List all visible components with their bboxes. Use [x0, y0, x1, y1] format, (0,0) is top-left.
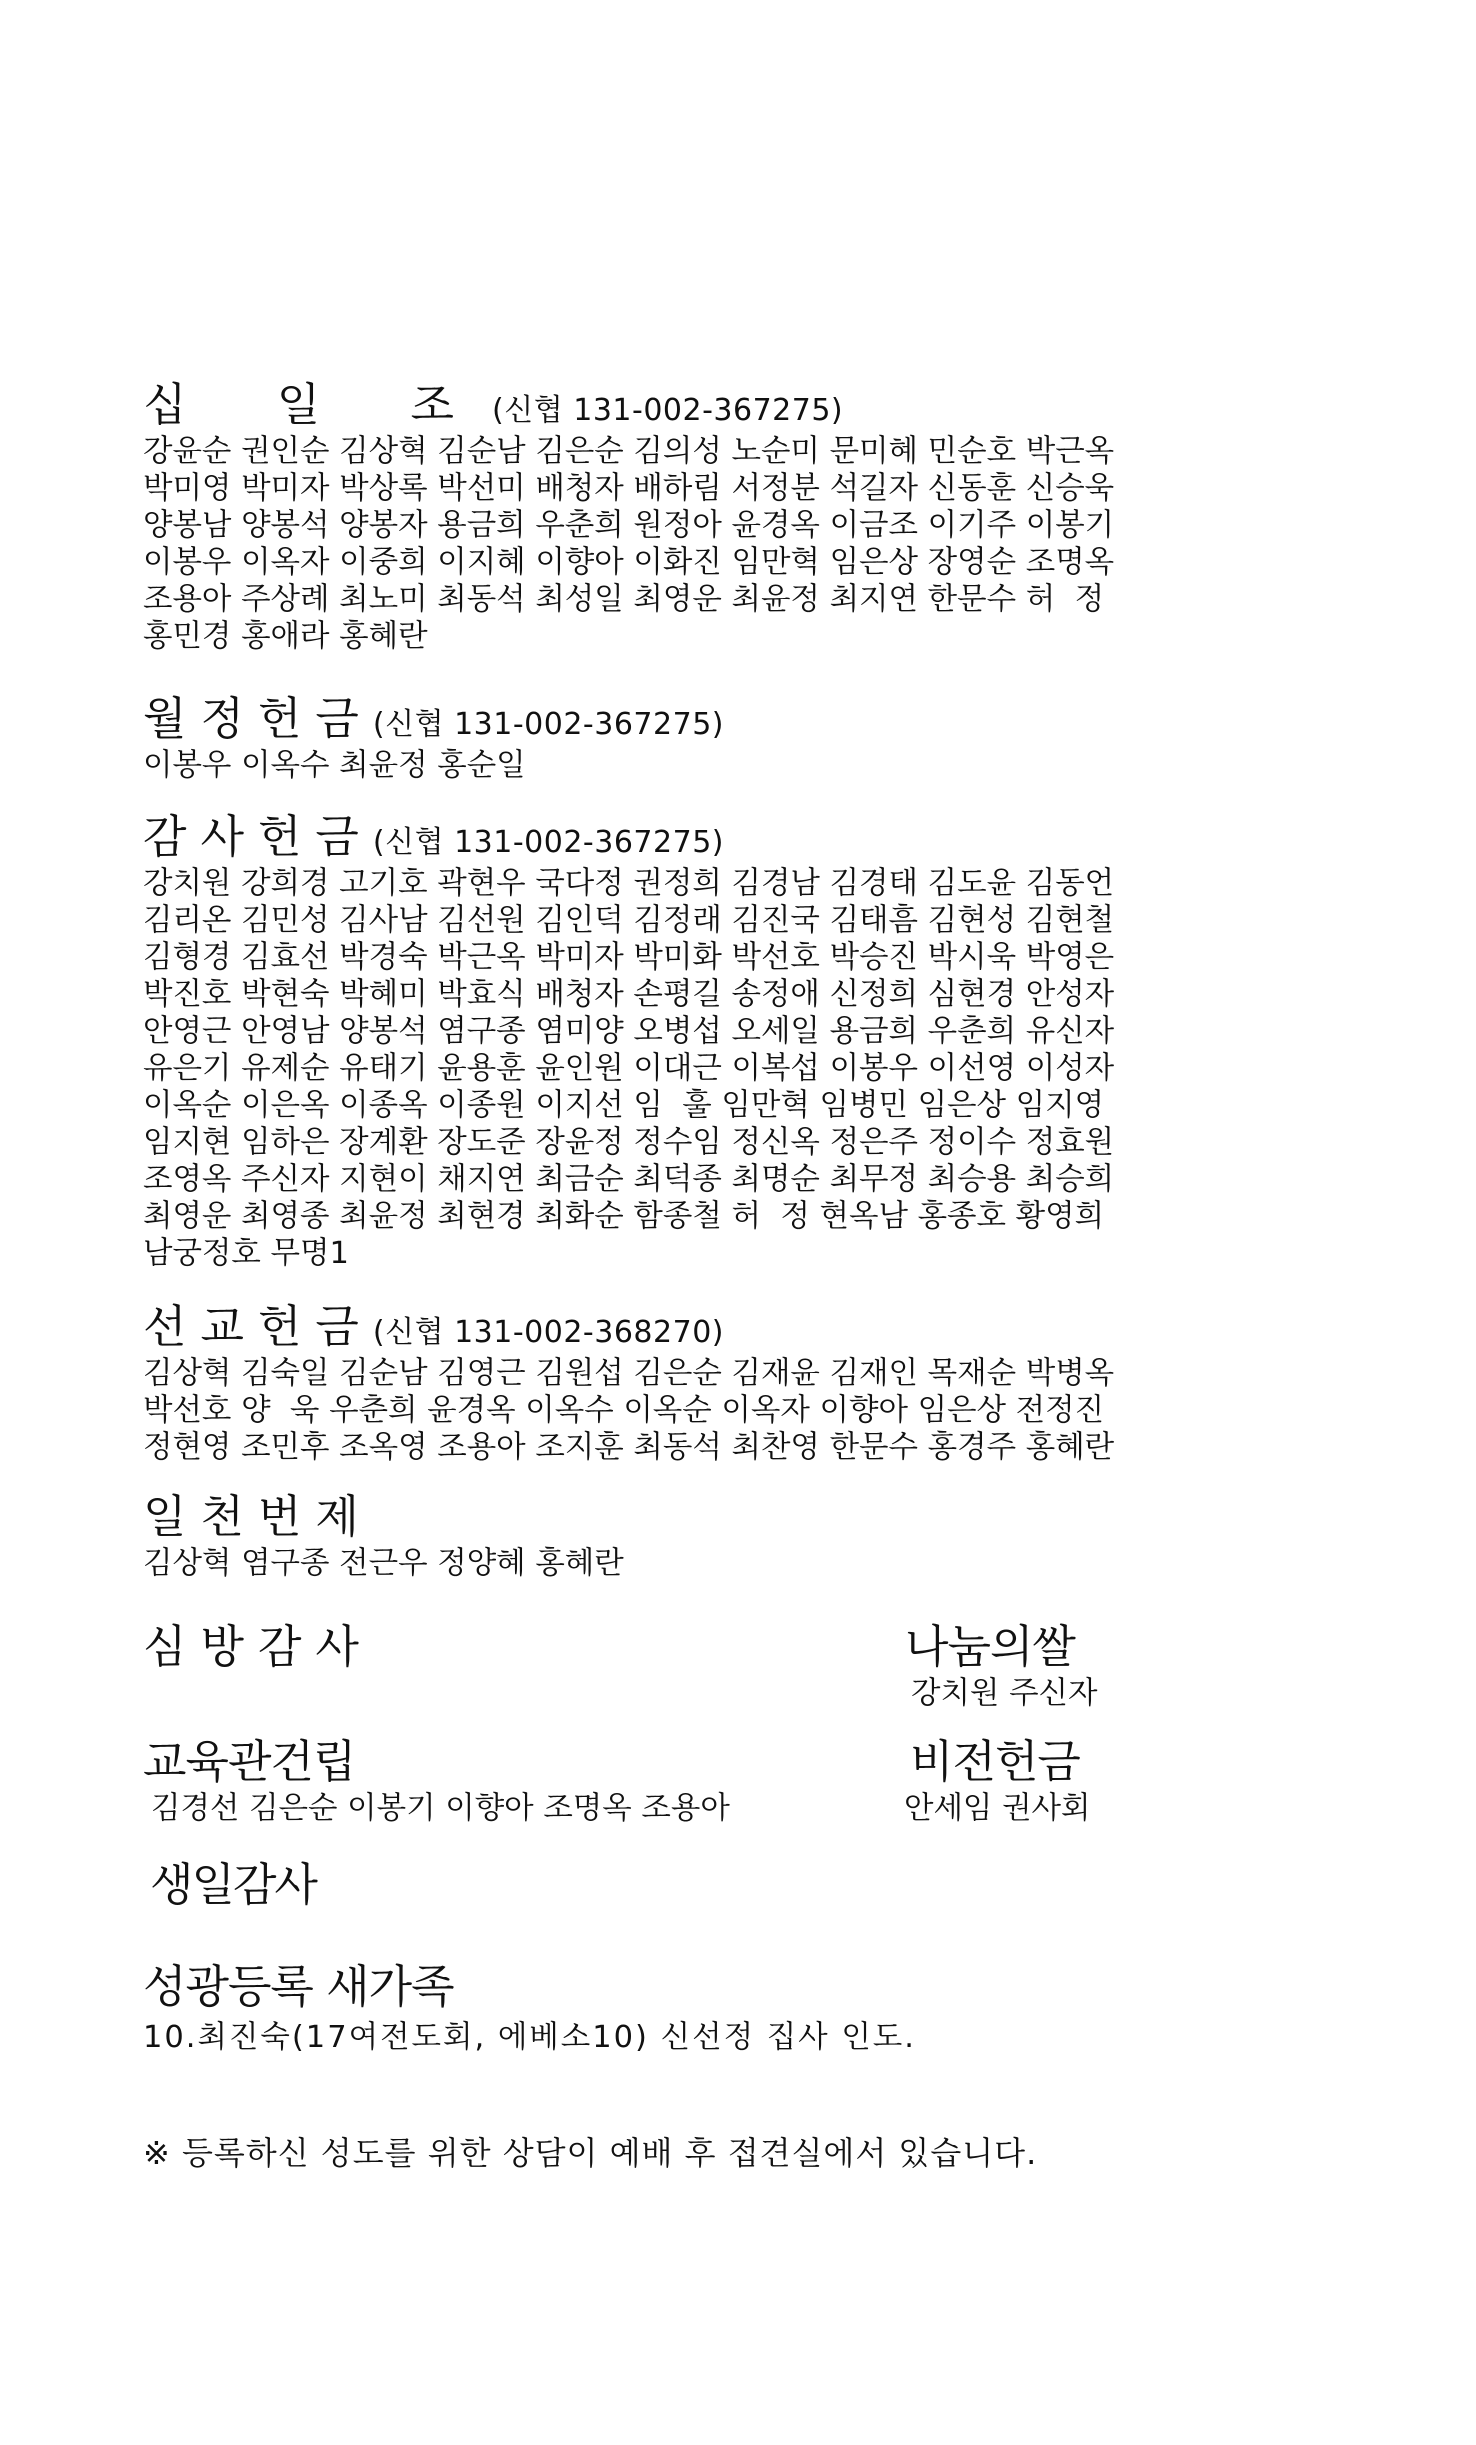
thousandth-title: 일천번제: [143, 1490, 373, 1543]
tithe-section: [143, 368, 1114, 655]
tithe-name-row: 강윤순 권인순 김상혁 김순남 김은순 김의성 노순미 문미혜 민순호 박근옥: [143, 434, 1115, 469]
tithe-name-row: 홍민경 홍애라 홍혜란: [143, 619, 428, 654]
thousandth-section: [143, 1480, 624, 1582]
monthly-name-row: 이봉우 이옥수 최윤정 홍순일: [143, 748, 526, 783]
thousandth-name-row: 김상혁 염구종 전근우 정양혜 홍혜란: [143, 1546, 624, 1581]
rice-section: [905, 1610, 1097, 1712]
monthly-name-list: [143, 747, 724, 784]
newfamily-line: 10.최진숙(17여전도회, 에베소10) 신선정 집사 인도.: [143, 2020, 916, 2055]
thanks-name-row: 박진호 박현숙 박혜미 박효식 배청자 손평길 송정애 신정희 심현경 안성자: [143, 977, 1115, 1012]
thanks-name-row: 남궁정호 무명1: [143, 1236, 349, 1271]
thousandth-name-list: [143, 1545, 624, 1582]
thanks-name-row: 안영근 안영남 양봉석 염구종 염미양 오병섭 오세일 용금희 우춘희 유신자: [143, 1014, 1115, 1049]
tithe-header: [143, 368, 1114, 433]
thanks-name-row: 최영운 최영종 최윤정 최현경 최화순 함종철 허 정 현옥남 홍종호 황영희: [143, 1199, 1105, 1234]
thanks-title: 감사헌금: [143, 810, 373, 863]
mission-name-row: 정현영 조민후 조옥영 조용아 조지훈 최동석 최찬영 한문수 홍경주 홍혜란: [143, 1430, 1115, 1465]
thanks-name-row: 임지현 임하은 장계환 장도준 장윤정 정수임 정신옥 정은주 정이수 정효원: [143, 1125, 1115, 1160]
thanks-name-row: 이옥순 이은옥 이종옥 이종원 이지선 임 훌 임만혁 임병민 임은상 임지영: [143, 1088, 1105, 1123]
vision-section: [904, 1725, 1091, 1827]
mission-account: (신협 131-002-368270): [372, 1315, 724, 1350]
thanks-name-row: 강치원 강희경 고기호 곽현우 국다정 권정희 김경남 김경태 김도윤 김동언: [143, 866, 1115, 901]
education-title: 교육관건립: [143, 1735, 356, 1788]
monthly-account: (신협 131-002-367275): [372, 707, 724, 742]
mission-header: [143, 1290, 1114, 1355]
newfamily-title: 성광등록 새가족: [143, 1960, 454, 2013]
thanks-name-row: 김형경 김효선 박경숙 박근옥 박미자 박미화 박선호 박승진 박시욱 박영은: [143, 940, 1115, 975]
tithe-name-list: [143, 433, 1114, 655]
rice-title: 나눔의쌀: [905, 1620, 1075, 1673]
thanks-name-row: 조영옥 주신자 지현이 채지연 최금순 최덕종 최명순 최무정 최승용 최승희: [143, 1162, 1115, 1197]
newfamily-section: [143, 1950, 916, 2056]
tithe-title: 십 일 조: [143, 378, 493, 431]
thanks-account: (신협 131-002-367275): [372, 825, 724, 860]
rice-names: 강치원 주신자: [911, 1676, 1098, 1711]
thanks-header: [143, 800, 1114, 865]
tithe-name-row: 조용아 주상례 최노미 최동석 최성일 최영운 최윤정 최지연 한문수 허 정: [143, 582, 1105, 617]
vision-names: 안세임 권사회: [904, 1791, 1091, 1826]
registration-notice: ※ 등록하신 성도를 위한 상담이 예배 후 접견실에서 있습니다.: [143, 2134, 1038, 2172]
thanks-name-row: 김리온 김민성 김사남 김선원 김인덕 김정래 김진국 김태흠 김현성 김현철: [143, 903, 1115, 938]
thousandth-header: [143, 1480, 624, 1545]
tithe-name-row: 박미영 박미자 박상록 박선미 배청자 배하림 서정분 석길자 신동훈 신승욱: [143, 471, 1115, 506]
tithe-account: (신협 131-002-367275): [492, 393, 844, 428]
monthly-section: [143, 682, 724, 784]
mission-name-list: [143, 1355, 1114, 1466]
monthly-header: [143, 682, 724, 747]
mission-name-row: 박선호 양 욱 우춘희 윤경옥 이옥수 이옥순 이옥자 이향아 임은상 전정진: [143, 1393, 1105, 1428]
mission-name-row: 김상혁 김숙일 김순남 김영근 김원섭 김은순 김재윤 김재인 목재순 박병옥: [143, 1356, 1115, 1391]
thanks-name-row: 유은기 유제순 유태기 윤용훈 윤인원 이대근 이복섭 이봉우 이선영 이성자: [143, 1051, 1115, 1086]
education-names: 김경선 김은순 이봉기 이향아 조명옥 조용아: [151, 1791, 730, 1826]
visit-title: 심방감사: [143, 1620, 373, 1673]
mission-section: [143, 1290, 1114, 1466]
birthday-section: [150, 1848, 316, 1913]
vision-title: 비전헌금: [910, 1735, 1080, 1788]
visit-section: [143, 1610, 373, 1675]
monthly-title: 월정헌금: [143, 692, 373, 745]
thanks-section: [143, 800, 1114, 1272]
birthday-title: 생일감사: [150, 1858, 316, 1911]
mission-title: 선교헌금: [143, 1300, 373, 1353]
thanks-name-list: [143, 865, 1114, 1272]
tithe-name-row: 양봉남 양봉석 양봉자 용금희 우춘희 원정아 윤경옥 이금조 이기주 이봉기: [143, 508, 1115, 543]
tithe-name-row: 이봉우 이옥자 이중희 이지혜 이향아 이화진 임만혁 임은상 장영순 조명옥: [143, 545, 1115, 580]
education-section: [143, 1725, 730, 1827]
